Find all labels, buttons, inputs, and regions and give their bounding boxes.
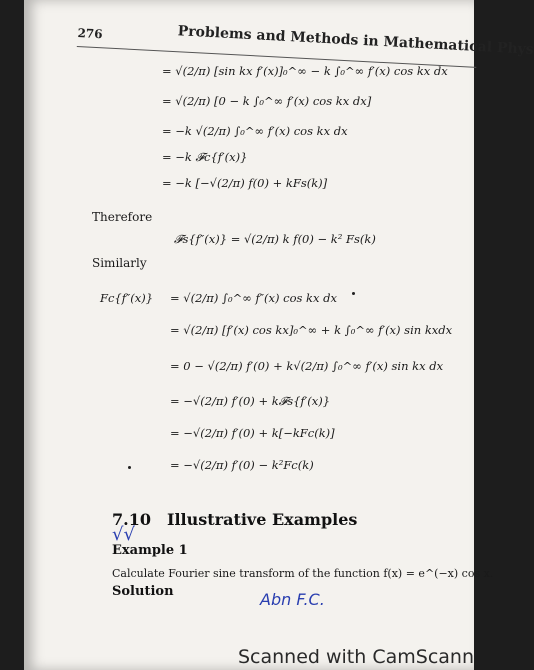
section-title: Illustrative Examples: [166, 510, 358, 529]
book-page: [24, 0, 534, 670]
equation-line: = −k [−√(2/π) f(0) + kFs(k)]: [162, 176, 328, 190]
equation-line: = −k 𝓕c{f′(x)}: [162, 150, 248, 164]
section-heading: [112, 510, 357, 529]
ink-dot: [128, 466, 131, 469]
solution-label: Solution: [112, 584, 174, 599]
handwritten-check-mark: √√: [112, 524, 135, 545]
equation-line: = √(2/π) [f′(x) cos kx]₀^∞ + k ∫₀^∞ f′(x) sin kxdx: [170, 323, 453, 337]
similarly-label: Similarly: [92, 256, 147, 270]
equation-line: = −√(2/π) f′(0) + k[−kFc(k)]: [170, 426, 335, 440]
ink-dot: [352, 292, 355, 295]
handwritten-note: Abn F.C.: [260, 590, 325, 609]
page-number: 276: [77, 25, 103, 42]
example-label: Example 1: [112, 543, 188, 558]
equation-lhs: Fc{f″(x)}: [100, 291, 154, 305]
running-head: Problems and Methods in Mathematical Phys: [177, 23, 534, 58]
equation-line: = √(2/π) [sin kx f′(x)]₀^∞ − k ∫₀^∞ f′(x) cos kx dx: [162, 64, 448, 78]
scanner-watermark: Scanned with CamScann: [237, 646, 474, 668]
therefore-label: Therefore: [92, 210, 153, 224]
equation-line: = −√(2/π) f′(0) − k²Fc(k): [170, 458, 314, 472]
example-text: Calculate Fourier sine transform of the function f(x) = e^(−x) cos x.: [112, 567, 494, 580]
equation-line: = 0 − √(2/π) f′(0) + k√(2/π) ∫₀^∞ f′(x) sin kx dx: [170, 359, 444, 373]
equation-line: = −k √(2/π) ∫₀^∞ f′(x) cos kx dx: [162, 124, 348, 138]
page-header: [77, 23, 534, 68]
equation-line: = √(2/π) ∫₀^∞ f″(x) cos kx dx: [170, 291, 338, 305]
section-number: 7.10: [112, 510, 151, 529]
equation-line: = −√(2/π) f′(0) + k𝓕s{f′(x)}: [170, 394, 331, 408]
result-equation: 𝓕s{f″(x)} = √(2/π) k f(0) − k² Fs(k): [174, 232, 376, 246]
equation-line: = √(2/π) [0 − k ∫₀^∞ f′(x) cos kx dx]: [162, 94, 372, 108]
